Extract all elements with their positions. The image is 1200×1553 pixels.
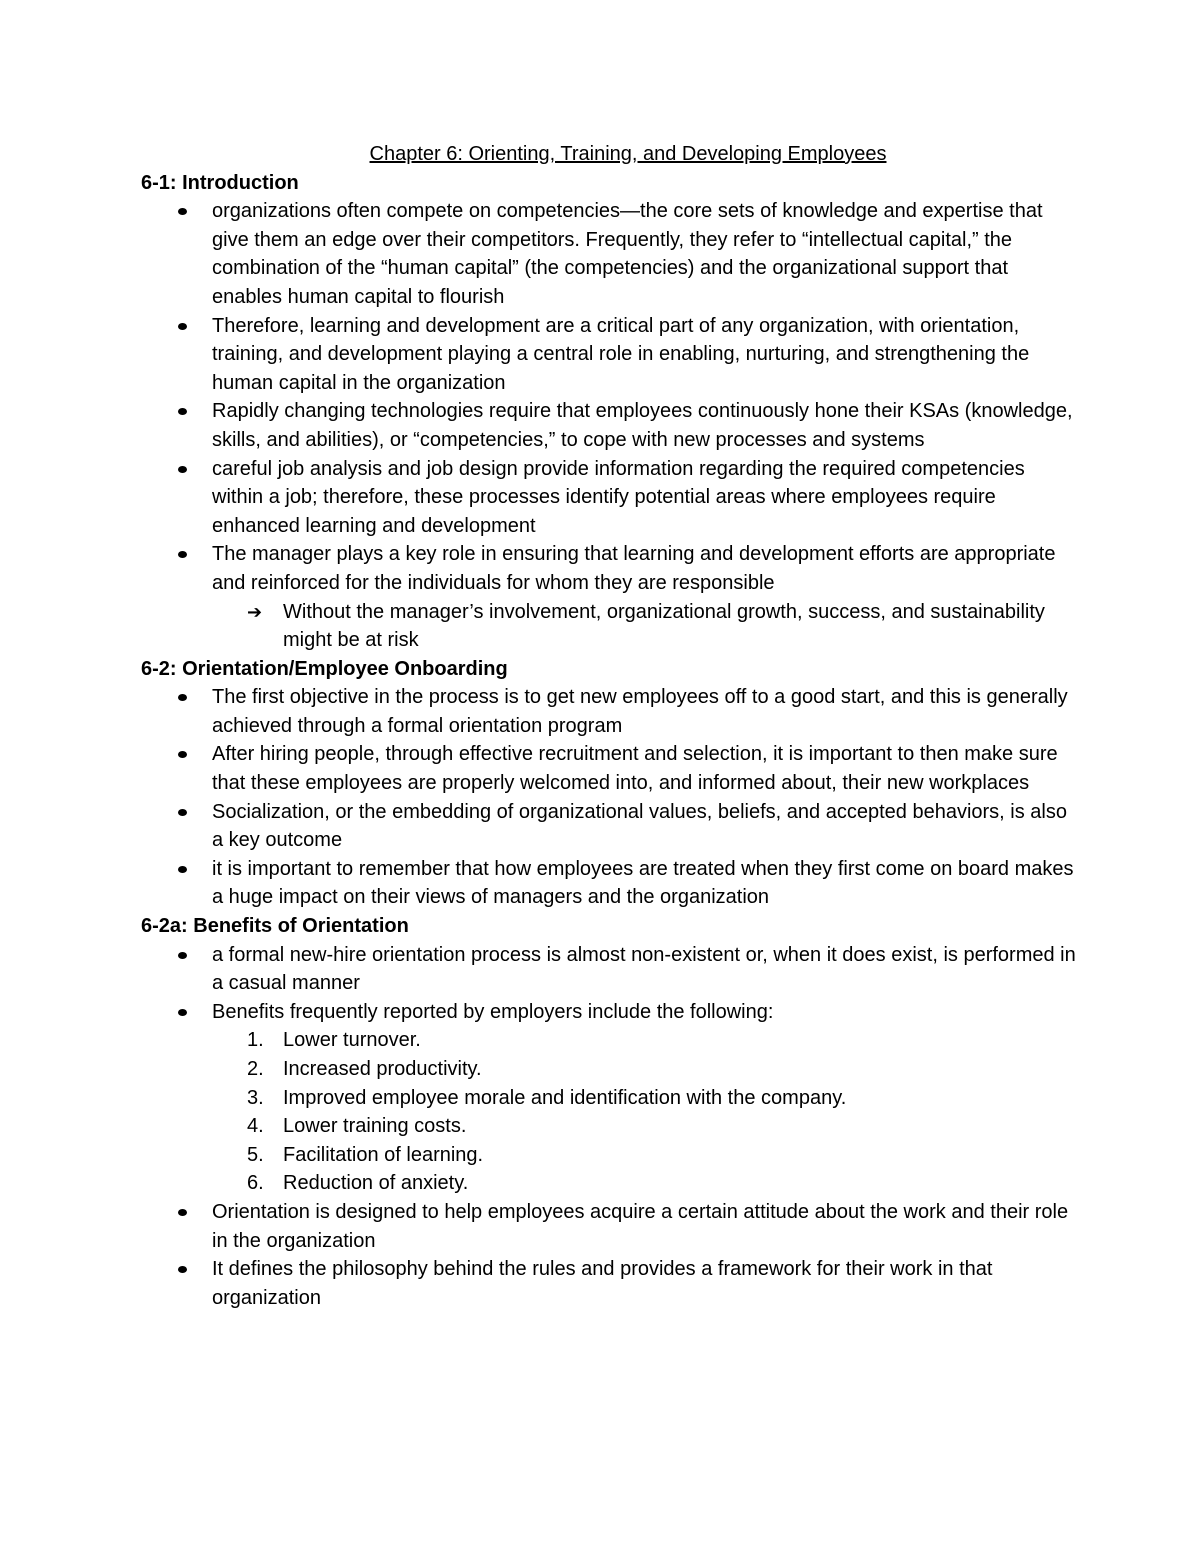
list-item: [141, 397, 1081, 454]
numbered-item: [141, 1055, 1081, 1084]
list-item-text: The first objective in the process is to get new employees off to a good start, and this is generally achieved through a formal orientation program: [212, 686, 1068, 737]
list-item: [141, 683, 1081, 740]
list-item-text: It defines the philosophy behind the rules and provides a framework for their work in that organization: [212, 1258, 993, 1309]
numbered-list-benefits: [141, 1026, 1081, 1198]
numbered-item: [141, 1141, 1081, 1170]
number-marker: 3.: [247, 1086, 264, 1109]
list-item-text: Therefore, learning and development are a critical part of any organization, with orientation, training, and development playing a central role in enabling, nurturing, and strengthening the human capital in the organization: [212, 314, 1030, 394]
numbered-item-text: Facilitation of learning.: [283, 1143, 484, 1166]
numbered-item-text: Lower training costs.: [283, 1115, 467, 1138]
document-title: Chapter 6: Orienting, Training, and Developing Employees: [369, 143, 887, 165]
bullet-icon: [178, 208, 187, 215]
bullet-icon: [178, 1009, 187, 1016]
bullet-icon: [178, 1209, 187, 1216]
bullet-list-orientation: [141, 683, 1081, 912]
list-item: [141, 998, 1081, 1027]
section-heading-benefits: 6-2a: Benefits of Orientation: [141, 915, 409, 938]
numbered-item-text: Increased productivity.: [283, 1058, 482, 1080]
list-item: [141, 197, 1081, 311]
number-marker: 2.: [247, 1058, 264, 1080]
sub-list-item: [141, 598, 1081, 655]
list-item: [141, 855, 1081, 912]
arrow-right-icon: ➔: [247, 601, 263, 622]
list-item-text: a formal new-hire orientation process is almost non-existent or, when it does exist, is performed in a casual manner: [212, 943, 1076, 995]
number-marker: 6.: [247, 1172, 264, 1195]
list-item-text: careful job analysis and job design provide information regarding the required competencies within a job; therefore, these processes identify potential areas where employees require enhanced learning and development: [212, 457, 1025, 537]
numbered-item-text: Reduction of anxiety.: [283, 1172, 469, 1195]
bullet-list-benefits: [141, 941, 1081, 1027]
list-item-text: organizations often compete on competencies—the core sets of knowledge and expertise that give them an edge over their competitors. Frequently, they refer to “intellectual capital,” the combination of the “human capital” (the competencies) and the organizational support that enables human capital to flourish: [212, 200, 1043, 308]
number-marker: 5.: [247, 1143, 264, 1166]
bullet-icon: [178, 694, 187, 701]
list-item-text: Socialization, or the embedding of organizational values, beliefs, and accepted behaviors, is also a key outcome: [212, 800, 1067, 852]
list-item: [141, 740, 1081, 797]
bullet-icon: [178, 751, 187, 758]
bullet-icon: [178, 551, 187, 558]
number-marker: 4.: [247, 1115, 264, 1138]
number-marker: 1.: [247, 1029, 264, 1052]
list-item-text: After hiring people, through effective recruitment and selection, it is important to then make sure that these employees are properly welcomed into, and informed about, their new workplaces: [212, 743, 1058, 795]
section-heading-orientation: 6-2: Orientation/Employee Onboarding: [141, 657, 508, 680]
list-item-text: Orientation is designed to help employees acquire a certain attitude about the work and their role in the organization: [212, 1200, 1069, 1252]
numbered-item: [141, 1026, 1081, 1055]
list-item: [141, 312, 1081, 398]
numbered-item: [141, 1112, 1081, 1141]
bullet-icon: [178, 809, 187, 816]
list-item: [141, 1255, 1081, 1312]
bullet-icon: [178, 952, 187, 959]
list-item-text: The manager plays a key role in ensuring that learning and development efforts are appropriate and reinforced for the individuals for whom they are responsible: [212, 543, 1056, 594]
bullet-icon: [178, 408, 187, 415]
bullet-list-benefits-continued: [141, 1198, 1081, 1312]
list-item-text: Rapidly changing technologies require that employees continuously hone their KSAs (knowledge, skills, and abilities), or “competencies,” to cope with new processes and systems: [212, 400, 1073, 451]
bullet-icon: [178, 1266, 187, 1273]
bullet-list-introduction: [141, 197, 1081, 655]
numbered-item-text: Improved employee morale and identification with the company.: [283, 1086, 847, 1109]
bullet-icon: [178, 866, 187, 873]
section-heading-introduction: 6-1: Introduction: [141, 171, 299, 194]
list-item: [141, 798, 1081, 855]
list-item: [141, 1198, 1081, 1255]
bullet-icon: [178, 323, 187, 330]
list-item: [141, 455, 1081, 541]
document-body: [141, 140, 1081, 1312]
bullet-icon: [178, 466, 187, 473]
list-item: [141, 941, 1081, 998]
numbered-item: [141, 1084, 1081, 1113]
list-item-text: it is important to remember that how employees are treated when they first come on board makes a huge impact on their views of managers and the organization: [212, 857, 1074, 909]
list-item: [141, 540, 1081, 597]
numbered-item-text: Lower turnover.: [283, 1029, 421, 1052]
sub-list-item-text: Without the manager’s involvement, organizational growth, success, and sustainability might be at risk: [283, 600, 1045, 652]
list-item-text: Benefits frequently reported by employers include the following:: [212, 1000, 774, 1023]
numbered-item: [141, 1169, 1081, 1198]
